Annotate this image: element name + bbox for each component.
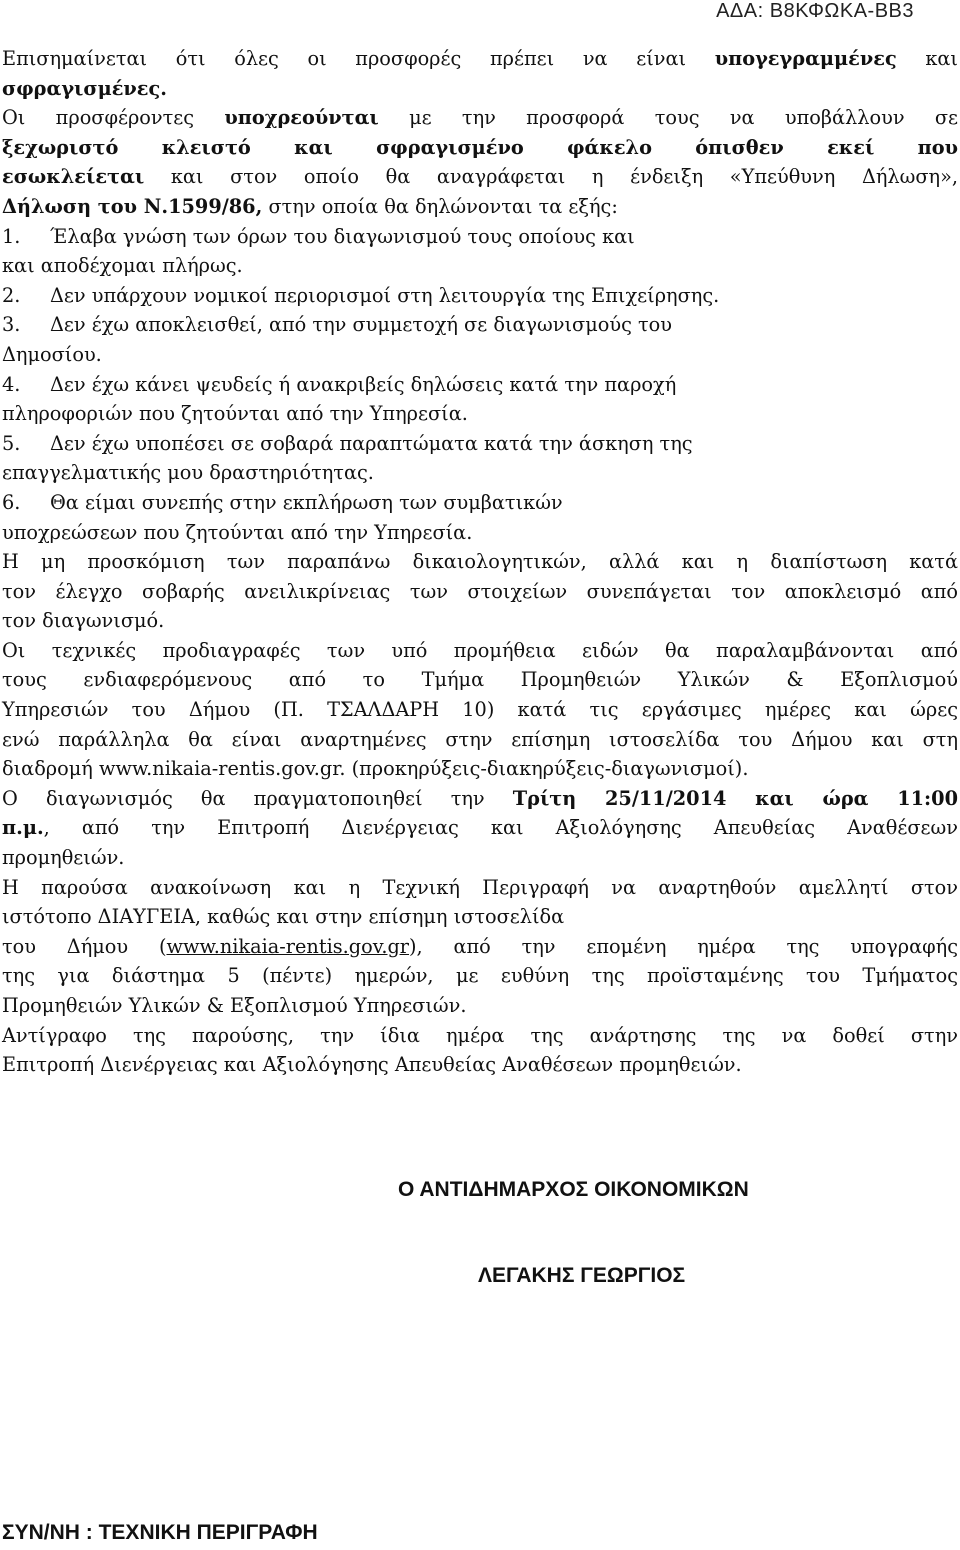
- text-line: ιστότοπο ΔΙΑΥΓΕΙΑ, καθώς και στην επίσημη ιστοσελίδα: [2, 905, 565, 929]
- list-text-continued: πληροφοριών που ζητούνται από την Υπηρεσία.: [2, 402, 468, 426]
- website-link[interactable]: www.nikaia-rentis.gov.gr: [166, 934, 410, 958]
- declaration-list: [2, 222, 958, 548]
- list-item: [2, 310, 958, 340]
- paragraph-envelope: [2, 103, 958, 221]
- paragraph-exclusion: [2, 547, 958, 636]
- bold-text: π.μ.: [2, 816, 44, 840]
- text: και στον οποίο θα αναγράφεται η ένδειξη «Υπεύθυνη Δήλωση»,: [170, 165, 958, 189]
- text-line: [2, 103, 958, 133]
- ada-code: ΑΔΑ: Β8ΚΦΩΚΑ-ΒΒ3: [716, 0, 914, 22]
- document-body: [2, 44, 958, 1080]
- list-text-continued: Δημοσίου.: [2, 342, 102, 366]
- list-text: Δεν έχω υποπέσει σε σοβαρά παραπτώματα κατά την άσκηση της: [50, 431, 693, 455]
- text: του Δήμου (: [2, 934, 167, 958]
- text-line: [2, 44, 958, 74]
- list-number: 5.: [2, 431, 21, 455]
- list-number: 4.: [2, 372, 21, 396]
- signatory-title: Ο ΑΝΤΙΔΗΜΑΡΧΟΣ ΟΙΚΟΝΟΜΙΚΩΝ: [398, 1178, 749, 1201]
- list-number: 2.: [2, 283, 21, 307]
- list-item: [2, 281, 958, 311]
- text-line: [2, 133, 958, 163]
- text-line: της για διάστημα 5 (πέντε) ημερών, με ευθύνη της προϊσταμένης του Τμήματος: [2, 964, 958, 988]
- paragraph-copy: [2, 1021, 958, 1080]
- text-line: [2, 74, 958, 104]
- text: με την προσφορά τους να υποβάλλουν σε: [409, 106, 959, 130]
- bold-text: Δήλωση του Ν.1599/86,: [2, 194, 263, 218]
- text-line: [2, 162, 958, 192]
- text-line: [2, 813, 958, 843]
- list-number: 6.: [2, 490, 21, 514]
- list-text: Δεν υπάρχουν νομικοί περιορισμοί στη λειτουργία της Επιχείρησης.: [50, 283, 720, 307]
- bold-text: Τρίτη 25/11/2014 και ώρα 11:00: [512, 786, 958, 810]
- text: Ο διαγωνισμός θα πραγματοποιηθεί την: [2, 786, 485, 810]
- list-number: 1.: [2, 224, 21, 248]
- attachment-note: ΣΥΝ/ΝΗ : ΤΕΧΝΙΚΗ ΠΕΡΙΓΡΑΦΗ: [2, 1521, 318, 1544]
- list-number: 3.: [2, 313, 21, 337]
- text: Οι προσφέροντες: [2, 106, 195, 130]
- text-line: τον έλεγχο σοβαρής ανειλικρίνειας των στοιχείων συνεπάγεται τον αποκλεισμό από: [2, 579, 958, 603]
- list-item: [2, 370, 958, 400]
- list-item: [2, 222, 958, 252]
- paragraph-tender-date: [2, 784, 958, 873]
- text: Επισημαίνεται ότι όλες οι προσφορές πρέπει να είναι: [2, 47, 687, 70]
- text-line: Προμηθειών Υλικών & Εξοπλισμού Υπηρεσιών.: [2, 994, 467, 1017]
- text-line: προμηθειών.: [2, 846, 125, 870]
- text-line: Υπηρεσιών του Δήμου (Π. ΤΣΑΛΔΑΡΗ 10) κατά τις εργάσιμες ημέρες και ώρες: [2, 698, 958, 722]
- text-line: [2, 784, 958, 814]
- list-item: [2, 429, 958, 459]
- text-line: Επιτροπή Διενέργειας και Αξιολόγησης Απευθείας Αναθέσεων προμηθειών.: [2, 1053, 742, 1077]
- list-item: [2, 488, 958, 518]
- bold-text: σφραγισμένες.: [2, 76, 167, 100]
- text-line: ενώ παράλληλα θα είναι αναρτημένες στην επίσημη ιστοσελίδα του Δήμου και στη: [2, 727, 958, 751]
- text-line: [2, 932, 958, 962]
- text-line: τον διαγωνισμό.: [2, 609, 165, 633]
- paragraph-signed-offers: [2, 44, 958, 103]
- signatory-name: ΛΕΓΑΚΗΣ ΓΕΩΡΓΙΟΣ: [478, 1264, 686, 1287]
- text: , από την Επιτροπή Διενέργειας και Αξιολόγησης Απευθείας Αναθέσεων: [43, 816, 958, 840]
- list-text: Δεν έχω αποκλεισθεί, από την συμμετοχή σε διαγωνισμούς του: [50, 313, 672, 337]
- paragraph-publication: [2, 873, 958, 1021]
- paragraph-specifications: [2, 636, 958, 784]
- text-line: διαδρομή www.nikaia-rentis.gov.gr. (προκηρύξεις-διακηρύξεις-διαγωνισμοί).: [2, 757, 749, 781]
- list-text: Θα είμαι συνεπής στην εκπλήρωση των συμβατικών: [50, 490, 563, 514]
- list-text-continued: και αποδέχομαι πλήρως.: [2, 254, 243, 278]
- text: στην οποία θα δηλώνονται τα εξής:: [268, 194, 618, 218]
- text-line: Η μη προσκόμιση των παραπάνω δικαιολογητικών, αλλά και η διαπίστωση κατά: [2, 550, 958, 574]
- list-text-continued: επαγγελματικής μου δραστηριότητας.: [2, 461, 374, 485]
- text-line: Οι τεχνικές προδιαγραφές των υπό προμήθεια ειδών θα παραλαμβάνονται από: [2, 638, 958, 662]
- bold-text: υποχρεούνται: [224, 106, 379, 130]
- list-text: Δεν έχω κάνει ψευδείς ή ανακριβείς δηλώσεις κατά την παροχή: [50, 372, 677, 396]
- text-line: [2, 192, 958, 222]
- bold-text: εσωκλείεται: [2, 165, 145, 189]
- list-text: Έλαβα γνώση των όρων του διαγωνισμού τους οποίους και: [50, 224, 635, 248]
- bold-text: υπογεγραμμένες: [714, 47, 897, 70]
- bold-text: ξεχωριστό κλειστό και σφραγισμένο φάκελο όπισθεν εκεί που: [2, 135, 958, 159]
- text: και: [925, 47, 958, 70]
- text-line: Η παρούσα ανακοίνωση και η Τεχνική Περιγραφή να αναρτηθούν αμελλητί στον: [2, 875, 958, 899]
- text-line: τους ενδιαφερόμενους από το Τμήμα Προμηθειών Υλικών & Εξοπλισμού: [2, 668, 958, 692]
- text: ), από την επομένη ημέρα της υπογραφής: [409, 934, 958, 958]
- text-line: Αντίγραφο της παρούσης, την ίδια ημέρα της ανάρτησης της να δοθεί στην: [2, 1023, 958, 1047]
- list-text-continued: υποχρεώσεων που ζητούνται από την Υπηρεσία.: [2, 520, 473, 544]
